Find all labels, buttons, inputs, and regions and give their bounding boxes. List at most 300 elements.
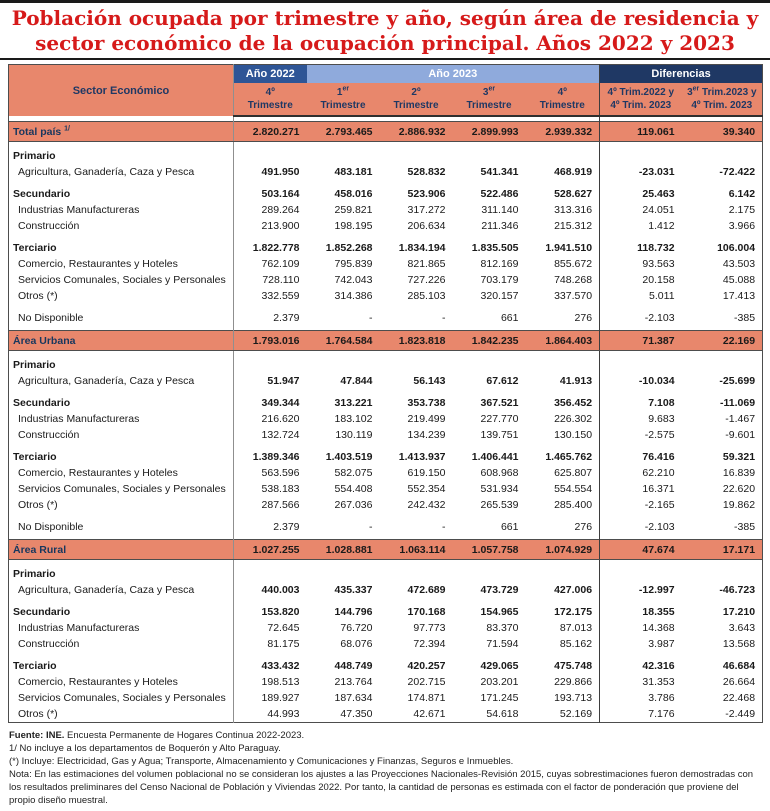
cell-value	[600, 357, 682, 373]
cell-value: 54.618	[486, 708, 519, 720]
cell-value	[526, 566, 600, 582]
cell-value: 317.272	[407, 204, 446, 216]
cell-value: 42.316	[600, 658, 682, 674]
cell-value	[307, 148, 380, 164]
cell-value: 1.793.016	[234, 331, 307, 351]
cell-value: -2.575	[600, 427, 682, 443]
page-title	[0, 3, 770, 58]
cell-value	[234, 148, 307, 164]
cell-value: 71.387	[600, 331, 682, 351]
cell-value: 661	[500, 521, 519, 533]
cell-value: 13.568	[722, 638, 756, 650]
table-row	[9, 240, 763, 256]
cell-value: 9.683	[600, 411, 682, 427]
table-row	[9, 519, 763, 535]
title-rule	[0, 58, 770, 60]
cell-value: 1.822.778	[234, 240, 307, 256]
cell-value: 440.003	[234, 582, 307, 598]
cell-value: 748.268	[554, 274, 593, 286]
cell-value: -23.031	[600, 164, 682, 180]
cell-value: 153.820	[234, 604, 307, 620]
cell-value: 52.169	[559, 708, 593, 720]
cell-value: 353.738	[407, 397, 446, 409]
table-row	[9, 148, 763, 164]
table-row	[9, 373, 763, 389]
cell-value: 522.486	[480, 188, 519, 200]
cell-value: 1.412	[600, 218, 682, 234]
cell-value: 215.312	[554, 220, 593, 232]
cell-value: 276	[574, 521, 593, 533]
cell-value: 44.993	[234, 706, 307, 723]
cell-value: 1.063.114	[380, 540, 453, 560]
cell-value: 661	[500, 312, 519, 324]
cell-value: 22.169	[682, 331, 763, 351]
cell-value: 320.157	[480, 290, 519, 302]
table-row	[9, 566, 763, 582]
cell-value: 206.634	[407, 220, 446, 232]
table-row	[9, 582, 763, 598]
cell-value: 22.620	[722, 483, 756, 495]
cell-value: 503.164	[234, 186, 307, 202]
cell-value: 203.201	[480, 676, 519, 688]
cell-value: 25.463	[600, 186, 682, 202]
cell-value: 3.987	[600, 636, 682, 652]
cell-value: 313.316	[554, 204, 593, 216]
cell-value	[453, 566, 526, 582]
cell-value: 42.671	[413, 708, 446, 720]
row-label: Servicios Comunales, Sociales y Personales	[18, 692, 226, 704]
cell-value: 97.773	[413, 622, 446, 634]
cell-value: 56.143	[413, 375, 446, 387]
cell-value: 67.612	[486, 375, 519, 387]
cell-value: 93.563	[600, 256, 682, 272]
cell-value: 429.065	[480, 660, 519, 672]
cell-value: -25.699	[719, 375, 756, 387]
cell-value: 458.016	[334, 188, 373, 200]
cell-value: 24.051	[600, 202, 682, 218]
cell-value: 552.354	[407, 483, 446, 495]
table-row	[9, 310, 763, 326]
column-header-q4-2023: 4º Trimestre	[526, 83, 600, 116]
row-label: Primario	[13, 359, 56, 371]
cell-value: 187.634	[334, 692, 373, 704]
cell-value: 43.503	[722, 258, 756, 270]
cell-value: 227.770	[480, 413, 519, 425]
row-label: Agricultura, Ganadería, Caza y Pesca	[18, 166, 195, 178]
cell-value: 276	[574, 312, 593, 324]
cell-value: 216.620	[234, 411, 307, 427]
row-label: Comercio, Restaurantes y Hoteles	[18, 467, 178, 479]
row-label: Secundario	[13, 188, 71, 200]
table-row	[9, 256, 763, 272]
cell-value: 17.413	[722, 290, 756, 302]
row-label: Otros (*)	[18, 499, 58, 511]
cell-value	[234, 566, 307, 582]
page-title-line1: Población ocupada por trimestre y año, según área de residencia y	[11, 6, 759, 30]
cell-value: 1.842.235	[453, 331, 526, 351]
cell-value: 1.941.510	[545, 242, 593, 254]
cell-value: 139.751	[480, 429, 519, 441]
cell-value: 45.088	[722, 274, 756, 286]
column-header-q4-2022: 4º Trimestre	[234, 83, 307, 116]
cell-value: 855.672	[554, 258, 593, 270]
cell-value: 727.226	[407, 274, 446, 286]
cell-value: 71.594	[486, 638, 519, 650]
column-group-ano-2023: Año 2023	[307, 65, 600, 84]
cell-value: 563.596	[234, 465, 307, 481]
header-group-row	[9, 65, 763, 84]
cell-value: 193.713	[554, 692, 593, 704]
cell-value: 1.406.441	[471, 451, 519, 463]
cell-value: 311.140	[481, 204, 519, 216]
cell-value: 2.939.332	[526, 122, 600, 142]
cell-value: 554.408	[334, 483, 373, 495]
row-label: Otros (*)	[18, 708, 58, 720]
cell-value: 468.919	[554, 166, 593, 178]
table-row	[9, 481, 763, 497]
cell-value: 3.966	[728, 220, 756, 232]
table-row	[9, 427, 763, 443]
table-row	[9, 658, 763, 674]
cell-value: 18.355	[600, 604, 682, 620]
cell-value: -12.997	[600, 582, 682, 598]
cell-value: 285.103	[407, 290, 446, 302]
cell-value: 198.513	[234, 674, 307, 690]
row-label: Servicios Comunales, Sociales y Personales	[18, 483, 226, 495]
population-table	[8, 64, 763, 723]
cell-value: 14.368	[600, 620, 682, 636]
row-label: Secundario	[13, 606, 71, 618]
table-row	[9, 449, 763, 465]
cell-value: 174.871	[407, 692, 446, 704]
cell-value: 2.820.271	[234, 122, 307, 142]
cell-value	[600, 566, 682, 582]
table-body	[9, 116, 763, 723]
cell-value: 475.748	[554, 660, 593, 672]
cell-value: 531.934	[480, 483, 519, 495]
cell-value: 435.337	[334, 584, 373, 596]
cell-value: 2.175	[728, 204, 756, 216]
cell-value: 6.142	[728, 188, 756, 200]
cell-value: 76.720	[340, 622, 373, 634]
cell-value: 427.006	[554, 584, 593, 596]
cell-value: 1.403.519	[325, 451, 373, 463]
cell-value: 1.764.584	[307, 331, 380, 351]
cell-value: 483.181	[334, 166, 373, 178]
cell-value	[307, 566, 380, 582]
table-row	[9, 272, 763, 288]
cell-value: 17.210	[722, 606, 756, 618]
cell-value: 433.432	[234, 658, 307, 674]
cell-value	[307, 357, 380, 373]
cell-value	[682, 357, 763, 373]
cell-value: 1.389.346	[234, 449, 307, 465]
table-row	[9, 674, 763, 690]
table-row	[9, 202, 763, 218]
cell-value: -11.069	[720, 397, 756, 409]
cell-value: 189.927	[234, 690, 307, 706]
cell-value: -385	[734, 312, 756, 324]
cell-value: 47.350	[340, 708, 373, 720]
cell-value	[380, 357, 453, 373]
cell-value: 1.823.818	[380, 331, 453, 351]
cell-value: 87.013	[559, 622, 593, 634]
table-row	[9, 395, 763, 411]
cell-value: 332.559	[234, 288, 307, 304]
table-row	[9, 122, 763, 142]
cell-value: -10.034	[600, 373, 682, 389]
table-row	[9, 604, 763, 620]
cell-value: 541.341	[480, 166, 519, 178]
cell-value: 472.689	[407, 584, 446, 596]
cell-value: 7.108	[600, 395, 682, 411]
cell-value: 170.168	[407, 606, 446, 618]
cell-value: -2.103	[600, 519, 682, 535]
table-row	[9, 690, 763, 706]
cell-value: 16.371	[600, 481, 682, 497]
cell-value: 144.796	[334, 606, 373, 618]
table-row	[9, 164, 763, 180]
row-label: Otros (*)	[18, 290, 58, 302]
cell-value: 39.340	[682, 122, 763, 142]
cell-value: 51.947	[234, 373, 307, 389]
row-label: Comercio, Restaurantes y Hoteles	[18, 676, 178, 688]
cell-value: -385	[734, 521, 756, 533]
row-label: Primario	[13, 568, 56, 580]
row-label: Construcción	[18, 220, 80, 232]
cell-value: 259.821	[334, 204, 373, 216]
cell-value: 76.416	[600, 449, 682, 465]
cell-value: 229.866	[554, 676, 593, 688]
row-label: Secundario	[13, 397, 71, 409]
cell-value: 106.004	[717, 242, 756, 254]
cell-value: 528.627	[554, 188, 593, 200]
cell-value: 46.684	[722, 660, 756, 672]
cell-value: 267.036	[334, 499, 373, 511]
cell-value: 219.499	[407, 413, 446, 425]
cell-value: 5.011	[600, 288, 682, 304]
row-label: Industrias Manufactureras	[18, 204, 140, 216]
cell-value: 285.400	[554, 499, 593, 511]
cell-value: 20.158	[600, 272, 682, 288]
cell-value: -72.422	[719, 166, 756, 178]
cell-value: 473.729	[480, 584, 519, 596]
cell-value	[682, 566, 763, 582]
cell-value: 198.195	[334, 220, 373, 232]
cell-value: 582.075	[334, 467, 373, 479]
cell-value: 742.043	[334, 274, 373, 286]
cell-value: 154.965	[480, 606, 519, 618]
cell-value: 81.175	[234, 636, 307, 652]
cell-value: 2.379	[234, 519, 307, 535]
cell-value	[380, 566, 453, 582]
cell-value: 448.749	[334, 660, 373, 672]
cell-value: 554.554	[554, 483, 593, 495]
cell-value: 19.862	[722, 499, 756, 511]
cell-value: 211.346	[481, 220, 519, 232]
cell-value: -1.467	[725, 413, 756, 425]
column-header-q1-2023: 1er Trimestre	[307, 83, 380, 116]
column-header-q2-2023: 2º Trimestre	[380, 83, 453, 116]
cell-value: 213.764	[334, 676, 373, 688]
cell-value: 119.061	[600, 122, 682, 142]
cell-value: -	[369, 521, 373, 533]
cell-value: 523.906	[407, 188, 446, 200]
cell-value	[600, 148, 682, 164]
row-label: Construcción	[18, 429, 80, 441]
cell-value: 2.379	[234, 310, 307, 326]
cell-value: 1.864.403	[526, 331, 600, 351]
cell-value	[234, 357, 307, 373]
cell-value: 619.150	[407, 467, 446, 479]
cell-value: -	[442, 312, 446, 324]
table-row	[9, 620, 763, 636]
cell-value: -2.165	[600, 497, 682, 513]
cell-value: 528.832	[407, 166, 446, 178]
cell-value: 47.674	[600, 540, 682, 560]
cell-value: 41.913	[559, 375, 593, 387]
cell-value: 7.176	[600, 706, 682, 723]
table-row	[9, 218, 763, 234]
row-label: No Disponible	[18, 521, 84, 533]
cell-value: 491.950	[234, 164, 307, 180]
cell-value: 538.183	[234, 481, 307, 497]
cell-value: 17.171	[682, 540, 763, 560]
cell-value: 226.302	[554, 413, 593, 425]
cell-value: 625.807	[554, 467, 593, 479]
cell-value: 289.264	[234, 202, 307, 218]
cell-value: 47.844	[340, 375, 373, 387]
cell-value: -	[369, 312, 373, 324]
cell-value: 287.566	[234, 497, 307, 513]
cell-value: 171.245	[480, 692, 519, 704]
cell-value: 356.452	[554, 397, 593, 409]
column-group-ano-2022: Año 2022	[234, 65, 307, 84]
cell-value: 313.221	[334, 397, 373, 409]
cell-value: 420.257	[407, 660, 446, 672]
column-header-diff-q3-q4: 3er Trim.2023 y 4º Trim. 2023	[682, 83, 763, 116]
cell-value: 213.900	[234, 218, 307, 234]
cell-value: 2.793.465	[307, 122, 380, 142]
cell-value: 1.465.762	[545, 451, 593, 463]
cell-value: 821.865	[407, 258, 446, 270]
cell-value	[682, 148, 763, 164]
cell-value: 118.732	[600, 240, 682, 256]
table-row	[9, 636, 763, 652]
cell-value: 242.432	[407, 499, 446, 511]
cell-value: -	[442, 521, 446, 533]
row-label: Terciario	[13, 242, 57, 254]
cell-value: 337.570	[554, 290, 593, 302]
cell-value	[380, 148, 453, 164]
cell-value: 1.413.937	[398, 451, 446, 463]
column-header-diff-q4-q4: 4º Trim.2022 y 4º Trim. 2023	[600, 83, 682, 116]
cell-value: 172.175	[554, 606, 593, 618]
cell-value: 202.715	[407, 676, 446, 688]
cell-value: 62.210	[600, 465, 682, 481]
cell-value: 59.321	[722, 451, 756, 463]
column-header-sector: Sector Económico	[9, 65, 234, 117]
table-row	[9, 411, 763, 427]
cell-value	[453, 357, 526, 373]
row-label: Terciario	[13, 451, 57, 463]
cell-value: 1.834.194	[398, 242, 446, 254]
table-row	[9, 357, 763, 373]
cell-value: 72.645	[234, 620, 307, 636]
table-row	[9, 540, 763, 560]
cell-value: 26.664	[722, 676, 756, 688]
footnote-asterisk: (*) Incluye: Electricidad, Gas y Agua; Transporte, Almacenamiento y Comunicaciones y Finanzas, Seguros e Inmuebles.	[9, 756, 514, 767]
cell-value: -2.103	[600, 310, 682, 326]
page-title-line2: sector económico de la ocupación principal. Años 2022 y 2023	[35, 31, 735, 55]
cell-value: 265.539	[480, 499, 519, 511]
table-row	[9, 465, 763, 481]
row-label: Primario	[13, 150, 56, 162]
cell-value: 795.839	[334, 258, 373, 270]
cell-value: 83.370	[486, 622, 519, 634]
cell-value: 3.643	[728, 622, 756, 634]
cell-value: 728.110	[234, 272, 307, 288]
cell-value: 130.119	[335, 429, 373, 441]
cell-value: -9.601	[725, 429, 756, 441]
cell-value: -2.449	[725, 708, 756, 720]
cell-value: 3.786	[600, 690, 682, 706]
cell-value: 1.074.929	[526, 540, 600, 560]
cell-value	[453, 148, 526, 164]
cell-value: 1.028.881	[307, 540, 380, 560]
cell-value: 367.521	[480, 397, 519, 409]
row-label: Industrias Manufactureras	[18, 413, 140, 425]
cell-value: 703.179	[480, 274, 519, 286]
row-label: No Disponible	[18, 312, 84, 324]
cell-value: 68.076	[340, 638, 373, 650]
row-label: Construcción	[18, 638, 80, 650]
cell-value: 608.968	[480, 467, 519, 479]
column-header-q3-2023: 3er Trimestre	[453, 83, 526, 116]
cell-value: 31.353	[600, 674, 682, 690]
cell-value: 134.239	[407, 429, 446, 441]
cell-value: 2.886.932	[380, 122, 453, 142]
cell-value: 72.394	[413, 638, 446, 650]
row-label: Área Urbana	[9, 331, 234, 351]
row-label: Terciario	[13, 660, 57, 672]
footnotes	[9, 729, 761, 807]
row-label: Agricultura, Ganadería, Caza y Pesca	[18, 375, 195, 387]
cell-value: 1.057.758	[453, 540, 526, 560]
row-label: Agricultura, Ganadería, Caza y Pesca	[18, 584, 195, 596]
cell-value	[526, 148, 600, 164]
cell-value: 183.102	[334, 413, 373, 425]
cell-value: 349.344	[234, 395, 307, 411]
cell-value: 1.852.268	[325, 242, 373, 254]
cell-value: 1.835.505	[471, 242, 519, 254]
table-row	[9, 288, 763, 304]
cell-value: 85.162	[559, 638, 593, 650]
footnote-1: 1/ No incluye a los departamentos de Boquerón y Alto Paraguay.	[9, 743, 281, 754]
cell-value: 16.839	[722, 467, 756, 479]
footnote-nota: Nota: En las estimaciones del volumen poblacional no se consideran los ajustes a las Proyecciones Nacionales-Revisión 2015, cuyas sobrestimaciones fueron demostradas con los resultados preliminares del Censo Nacional de Población y Viviendas 2022. Por tanto, la cantidad de personas es estimada con el factor de ponderación que proviene del propio diseño muestral.	[9, 769, 754, 806]
row-label: Servicios Comunales, Sociales y Personales	[18, 274, 226, 286]
row-label: Industrias Manufactureras	[18, 622, 140, 634]
table-row	[9, 706, 763, 723]
cell-value: 1.027.255	[234, 540, 307, 560]
table-row	[9, 331, 763, 351]
table-row	[9, 186, 763, 202]
cell-value: -46.723	[719, 584, 756, 596]
row-label: Total país $^{1/}$	[9, 122, 234, 142]
cell-value: 762.109	[234, 256, 307, 272]
cell-value: 22.468	[722, 692, 756, 704]
